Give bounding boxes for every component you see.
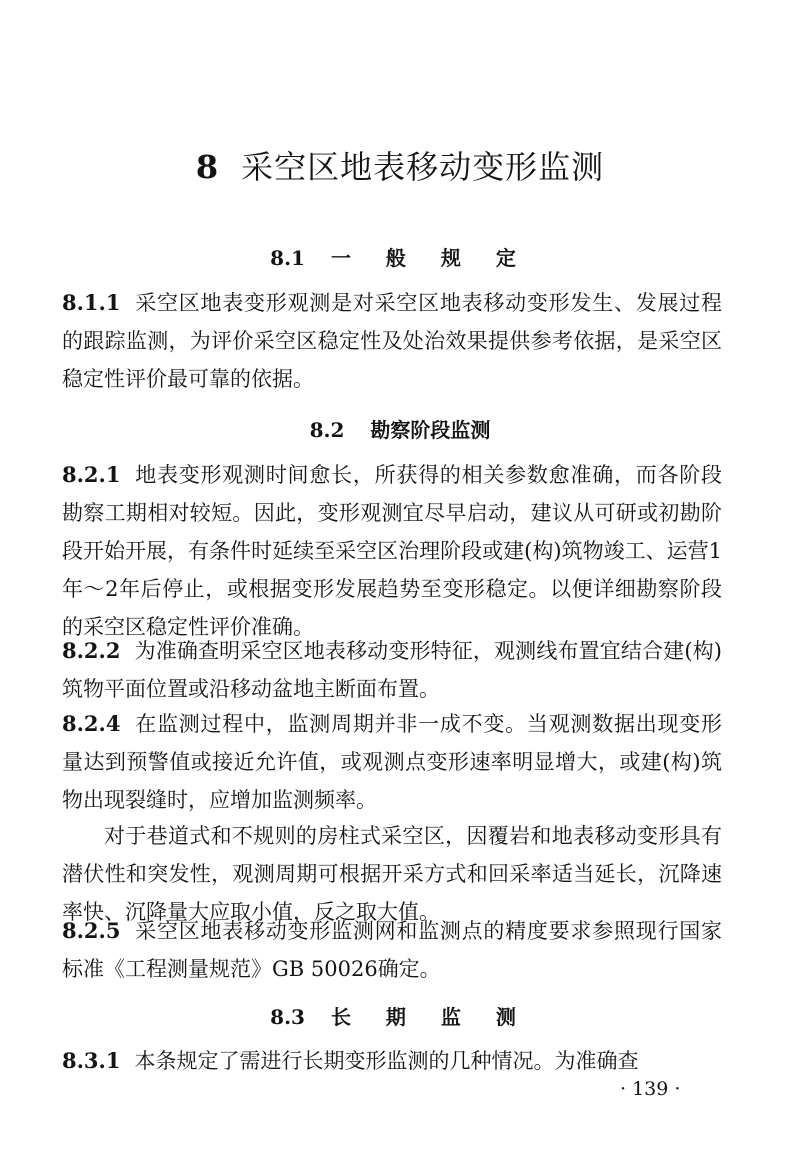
clause-number: 8.3.1 [62, 1048, 121, 1073]
section-title: 勘察阶段监测 [370, 418, 491, 442]
chapter-number: 8 [195, 148, 220, 186]
continuation-text: 对于巷道式和不规则的房柱式采空区，因覆岩和地表移动变形具有潜伏性和突发性，观测周期可根据开采方式和回采率适当延长，沉降速率快、沉降量大应取小值，反之取大值。 [62, 824, 722, 924]
clause-number: 8.2.1 [62, 462, 121, 487]
clause-number: 8.2.4 [62, 711, 121, 736]
section-title: 长 期 监 测 [330, 1005, 530, 1029]
clause-8-2-4 [62, 705, 722, 819]
clause-text: 在监测过程中，监测周期并非一成不变。当观测数据出现变形量达到预警值或接近允许值，或观测点变形速率明显增大，或建(构)筑物出现裂缝时，应增加监测频率。 [62, 712, 722, 812]
chapter-title [0, 142, 800, 188]
section-heading-8-2 [0, 414, 800, 443]
section-heading-8-3 [0, 1001, 800, 1030]
clause-number: 8.2.2 [62, 638, 121, 663]
section-number: 8.1 [270, 246, 305, 270]
clause-8-1-1 [62, 284, 722, 398]
section-heading-8-1 [0, 242, 800, 271]
clause-8-3-1 [62, 1042, 722, 1080]
clause-text: 采空区地表移动变形监测网和监测点的精度要求参照现行国家标准《工程测量规范》GB 50026确定。 [62, 919, 722, 981]
section-number: 8.3 [270, 1005, 305, 1029]
clause-text: 为准确查明采空区地表移动变形特征，观测线布置宜结合建(构)筑物平面位置或沿移动盆地主断面布置。 [62, 639, 722, 701]
clause-text: 地表变形观测时间愈长，所获得的相关参数愈准确，而各阶段勘察工期相对较短。因此，变形观测宜尽早启动，建议从可研或初勘阶段开始开展，有条件时延续至采空区治理阶段或建(构)筑物竣工、运营1年～2年后停止，或根据变形发展趋势至变形稳定。以便详细勘察阶段的采空区稳定性评价准确。 [62, 463, 722, 639]
clause-number: 8.2.5 [62, 918, 121, 943]
clause-8-2-1 [62, 456, 722, 646]
clause-8-2-2 [62, 632, 722, 708]
clause-text: 采空区地表变形观测是对采空区地表移动变形发生、发展过程的跟踪监测，为评价采空区稳定性及处治效果提供参考依据，是采空区稳定性评价最可靠的依据。 [62, 291, 722, 391]
clause-text: 本条规定了需进行长期变形监测的几种情况。为准确查 [134, 1049, 639, 1073]
page-number: · 139 · [620, 1078, 681, 1100]
section-title: 一 般 规 定 [330, 246, 530, 270]
clause-number: 8.1.1 [62, 290, 121, 315]
clause-8-2-5 [62, 912, 722, 988]
chapter-title-text: 采空区地表移动变形监测 [241, 148, 605, 186]
section-number: 8.2 [309, 418, 345, 442]
